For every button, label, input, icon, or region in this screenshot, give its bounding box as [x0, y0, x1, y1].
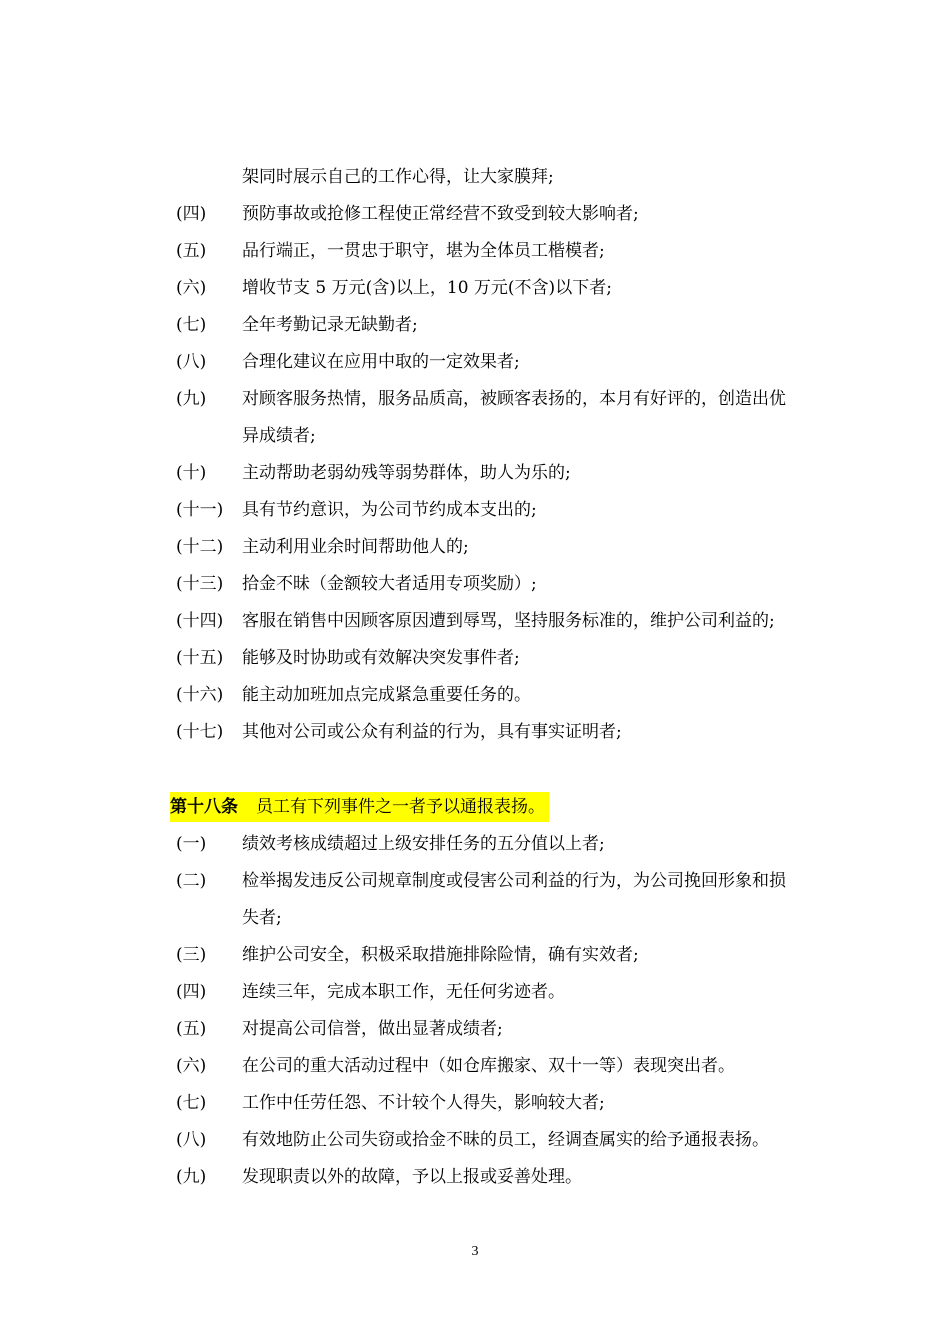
list-item	[0, 640, 950, 677]
item-text: 在公司的重大活动过程中（如仓库搬家、双十一等）表现突出者。	[242, 1056, 735, 1076]
item-text: 增收节支 5 万元(含)以上，10 万元(不含)以下者;	[242, 278, 612, 298]
item-number: (五)	[176, 241, 207, 261]
item-number: (六)	[176, 1056, 207, 1076]
list-item	[0, 937, 950, 974]
item-text: 能主动加班加点完成紧急重要任务的。	[242, 685, 531, 705]
list-item	[0, 826, 950, 863]
list-item	[0, 1048, 950, 1085]
item-text: 全年考勤记录无缺勤者;	[242, 315, 418, 335]
list-item-continuation	[0, 418, 950, 455]
list-item	[0, 307, 950, 344]
list-item	[0, 1122, 950, 1159]
item-number: (七)	[176, 1093, 207, 1113]
item-number: (四)	[176, 204, 207, 224]
item-number: (十四)	[176, 611, 224, 631]
item-number: (七)	[176, 315, 207, 335]
item-number: (十三)	[176, 574, 224, 594]
item-number: (一)	[176, 834, 207, 854]
item-number: (八)	[176, 1130, 207, 1150]
list-item	[0, 455, 950, 492]
list-item	[0, 381, 950, 418]
article-heading	[170, 792, 549, 822]
page-number: 3	[471, 1244, 479, 1259]
item-number: (五)	[176, 1019, 207, 1039]
item-text: 失者;	[242, 908, 282, 928]
item-number: (六)	[176, 278, 207, 298]
item-number: (十)	[176, 463, 207, 483]
item-text: 合理化建议在应用中取的一定效果者;	[242, 352, 520, 372]
item-number: (二)	[176, 871, 207, 891]
item-text: 架同时展示自己的工作心得，让大家膜拜;	[242, 167, 554, 187]
item-number: (九)	[176, 1167, 207, 1187]
list-item	[0, 196, 950, 233]
item-text: 异成绩者;	[242, 426, 316, 446]
item-text: 工作中任劳任怨、不计较个人得失，影响较大者;	[242, 1093, 605, 1113]
list-item	[0, 1085, 950, 1122]
item-text: 发现职责以外的故障，予以上报或妥善处理。	[242, 1167, 582, 1187]
item-number: (十二)	[176, 537, 224, 557]
item-number: (十六)	[176, 685, 224, 705]
list-item	[0, 566, 950, 603]
item-text: 能够及时协助或有效解决突发事件者;	[242, 648, 520, 668]
item-text: 具有节约意识，为公司节约成本支出的;	[242, 500, 537, 520]
list-item	[0, 677, 950, 714]
item-number: (九)	[176, 389, 207, 409]
list-item	[0, 603, 950, 640]
item-text: 绩效考核成绩超过上级安排任务的五分值以上者;	[242, 834, 605, 854]
item-number: (十五)	[176, 648, 224, 668]
list-item	[0, 974, 950, 1011]
item-text: 预防事故或抢修工程使正常经营不致受到较大影响者;	[242, 204, 639, 224]
item-number: (十七)	[176, 722, 224, 742]
item-text: 对顾客服务热情，服务品质高，被顾客表扬的，本月有好评的，创造出优	[242, 389, 786, 409]
list-item-continuation	[0, 900, 950, 937]
list-item	[0, 233, 950, 270]
list-item	[0, 270, 950, 307]
list-item	[0, 714, 950, 751]
item-number: (四)	[176, 982, 207, 1002]
item-text: 对提高公司信誉，做出显著成绩者;	[242, 1019, 503, 1039]
list-item	[0, 344, 950, 381]
article-text: 员工有下列事件之一者予以通报表扬。	[256, 797, 545, 817]
item-number: (八)	[176, 352, 207, 372]
item-text: 有效地防止公司失窃或拾金不昧的员工，经调查属实的给予通报表扬。	[242, 1130, 769, 1150]
list-item	[0, 1159, 950, 1196]
list-item	[0, 1011, 950, 1048]
item-text: 拾金不昧（金额较大者适用专项奖励）;	[242, 574, 537, 594]
item-number: (三)	[176, 945, 207, 965]
article-title: 第十八条	[170, 797, 238, 817]
list-item	[0, 492, 950, 529]
item-text: 检举揭发违反公司规章制度或侵害公司利益的行为，为公司挽回形象和损	[242, 871, 786, 891]
item-text: 品行端正，一贯忠于职守，堪为全体员工楷模者;	[242, 241, 605, 261]
item-text: 主动利用业余时间帮助他人的;	[242, 537, 469, 557]
item-number: (十一)	[176, 500, 224, 520]
list-item	[0, 863, 950, 900]
list-item-continuation	[0, 159, 950, 196]
item-text: 连续三年，完成本职工作，无任何劣迹者。	[242, 982, 565, 1002]
item-text: 客服在销售中因顾客原因遭到辱骂，坚持服务标准的，维护公司利益的;	[242, 611, 775, 631]
item-text: 主动帮助老弱幼残等弱势群体，助人为乐的;	[242, 463, 571, 483]
list-item	[0, 529, 950, 566]
item-text: 维护公司安全，积极采取措施排除险情，确有实效者;	[242, 945, 639, 965]
item-text: 其他对公司或公众有利益的行为，具有事实证明者;	[242, 722, 622, 742]
